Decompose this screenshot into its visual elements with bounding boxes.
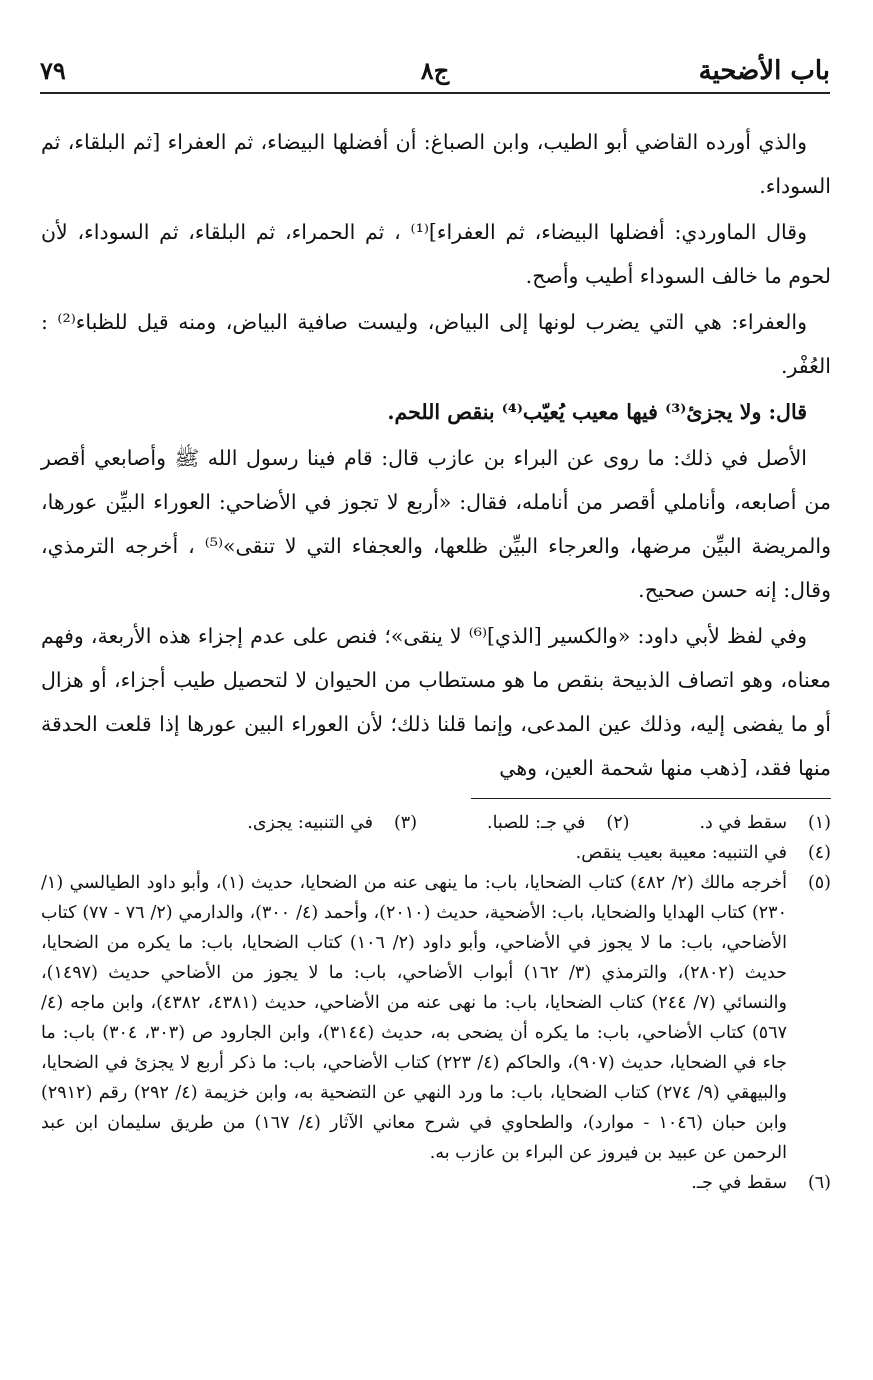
footnote-number: (١) [807, 813, 831, 833]
footnote-2 [487, 808, 629, 838]
volume-number: ج٨ [420, 56, 450, 85]
footnote-number: (٦) [807, 1173, 831, 1193]
footnote-1 [699, 808, 831, 838]
running-header [40, 48, 830, 94]
footnote-5 [41, 868, 831, 1168]
chapter-title: باب الأضحية [698, 56, 830, 86]
paragraph: والذي أورده القاضي أبو الطيب، وابن الصباغ: أن أفضلها البيضاء، ثم العفراء [ثم البلقاء، ثم السوداء. [41, 130, 831, 198]
footnote-row [41, 808, 831, 838]
footnote-text: في جـ: للصبا. [487, 813, 586, 833]
page-number: ٧٩ [40, 56, 66, 85]
footnote-4 [41, 838, 831, 868]
footnote-text: في التنبيه: معيبة بعيب ينقص. [575, 843, 787, 863]
matn-statement: قال: ولا يجزئ⁽³⁾ فيها معيب يُعيّب⁽⁴⁾ بنقص اللحم. [387, 400, 807, 424]
paragraph: والعفراء: هي التي يضرب لونها إلى البياض، وليست صافية البياض، ومنه قيل للظباء⁽²⁾ : العُفْر. [41, 310, 831, 378]
paragraph: وفي لفظ لأبي داود: «والكسير [الذي]⁽⁶⁾ لا ينقى»؛ فنص على عدم إجزاء هذه الأربعة، وفهم معناه، وهو اتصاف الذبيحة بنقص ما هو مستطاب من الحيوان لا لتحصيل طيب أجزاء، أو هزال أو ما يفضى إليه، وذلك عين المدعى، وإنما قلنا ذلك؛ لأن العوراء البين عورها إذا قلعت الحدقة منها فقد، [ذهب منها شحمة العين، وهي [41, 624, 831, 780]
footnote-text: في التنبيه: يجزى. [247, 813, 374, 833]
main-text [41, 120, 831, 792]
footnote-number: (٤) [807, 843, 831, 863]
paragraph: وقال الماوردي: أفضلها البيضاء، ثم العفراء]⁽¹⁾ ، ثم الحمراء، ثم البلقاء، ثم السوداء، لأن لحوم ما خالف السوداء أطيب وأصح. [41, 220, 831, 288]
footnote-6 [41, 1168, 831, 1198]
footnotes [41, 808, 831, 1198]
footnote-number: (٢) [606, 813, 630, 833]
footnote-text: سقط في د. [699, 813, 787, 833]
footnote-3 [247, 808, 417, 838]
footnote-text: سقط في جـ. [691, 1173, 787, 1193]
paragraph: الأصل في ذلك: ما روى عن البراء بن عازب قال: قام فينا رسول الله ﷺ وأصابعي أقصر من أصابعه، وأناملي أقصر من أنامله، فقال: «أربع لا تجوز في الأضاحي: العوراء البيِّن عورها، والمريضة البيِّن مرضها، والعرجاء البيِّن ظلعها، والعجفاء التي لا تنقى»⁽⁵⁾ ، أخرجه الترمذي، وقال: إنه حسن صحيح. [41, 446, 831, 602]
footnote-text: أخرجه مالك (٢/ ٤٨٢) كتاب الضحايا، باب: ما ينهى عنه من الضحايا، حديث (١)، وأبو داود الطيالسي (١/ ٢٣٠) كتاب الهدايا والضحايا، باب: الأضحية، حديث (٢٠١٠)، وأحمد (٤/ ٣٠٠)، والدارمي (٢/ ٧٦ - ٧٧) كتاب الأضاحي، باب: ما لا يجوز في الأضاحي، وأبو داود (٢/ ١٠٦) كتاب الضحايا، باب: ما يكره من الضحايا، حديث (٢٨٠٢)، والترمذي (٣/ ١٦٢) أبواب الأضاحي، باب: ما لا يجوز من الأضاحي حديث (١٤٩٧)، والنسائي (٧/ ٢٤٤) كتاب الضحايا، باب: ما نهى عنه من الأضاحي، حديث (٤٣٨١، ٤٣٨٢)، وابن ماجه (٤/ ٥٦٧) كتاب الأضاحي، باب: ما يكره أن يضحى به، حديث (٣١٤٤)، وابن الجارود ص (٣٠٣، ٣٠٤) باب: ما جاء في الضحايا، حديث (٩٠٧)، والحاكم (٤/ ٢٢٣) كتاب الأضاحي، باب: ما ذكر أربع لا يجزئ في الضحايا، والبيهقي (٩/ ٢٧٤) كتاب الضحايا، باب: ما ورد النهي عن التضحية به، وابن خزيمة (٤/ ٢٩٢) رقم (٢٩١٢) وابن حبان (١٠٤٦ - موارد)، والطحاوي في شرح معاني الآثار (٤/ ١٦٧) من طريق سليمان ابن عبد الرحمن عن عبيد بن فيروز عن البراء بن عازب به. [41, 873, 788, 1163]
footnote-number: (٥) [807, 873, 831, 893]
footnote-number: (٣) [393, 813, 418, 833]
footnote-divider [471, 798, 831, 799]
